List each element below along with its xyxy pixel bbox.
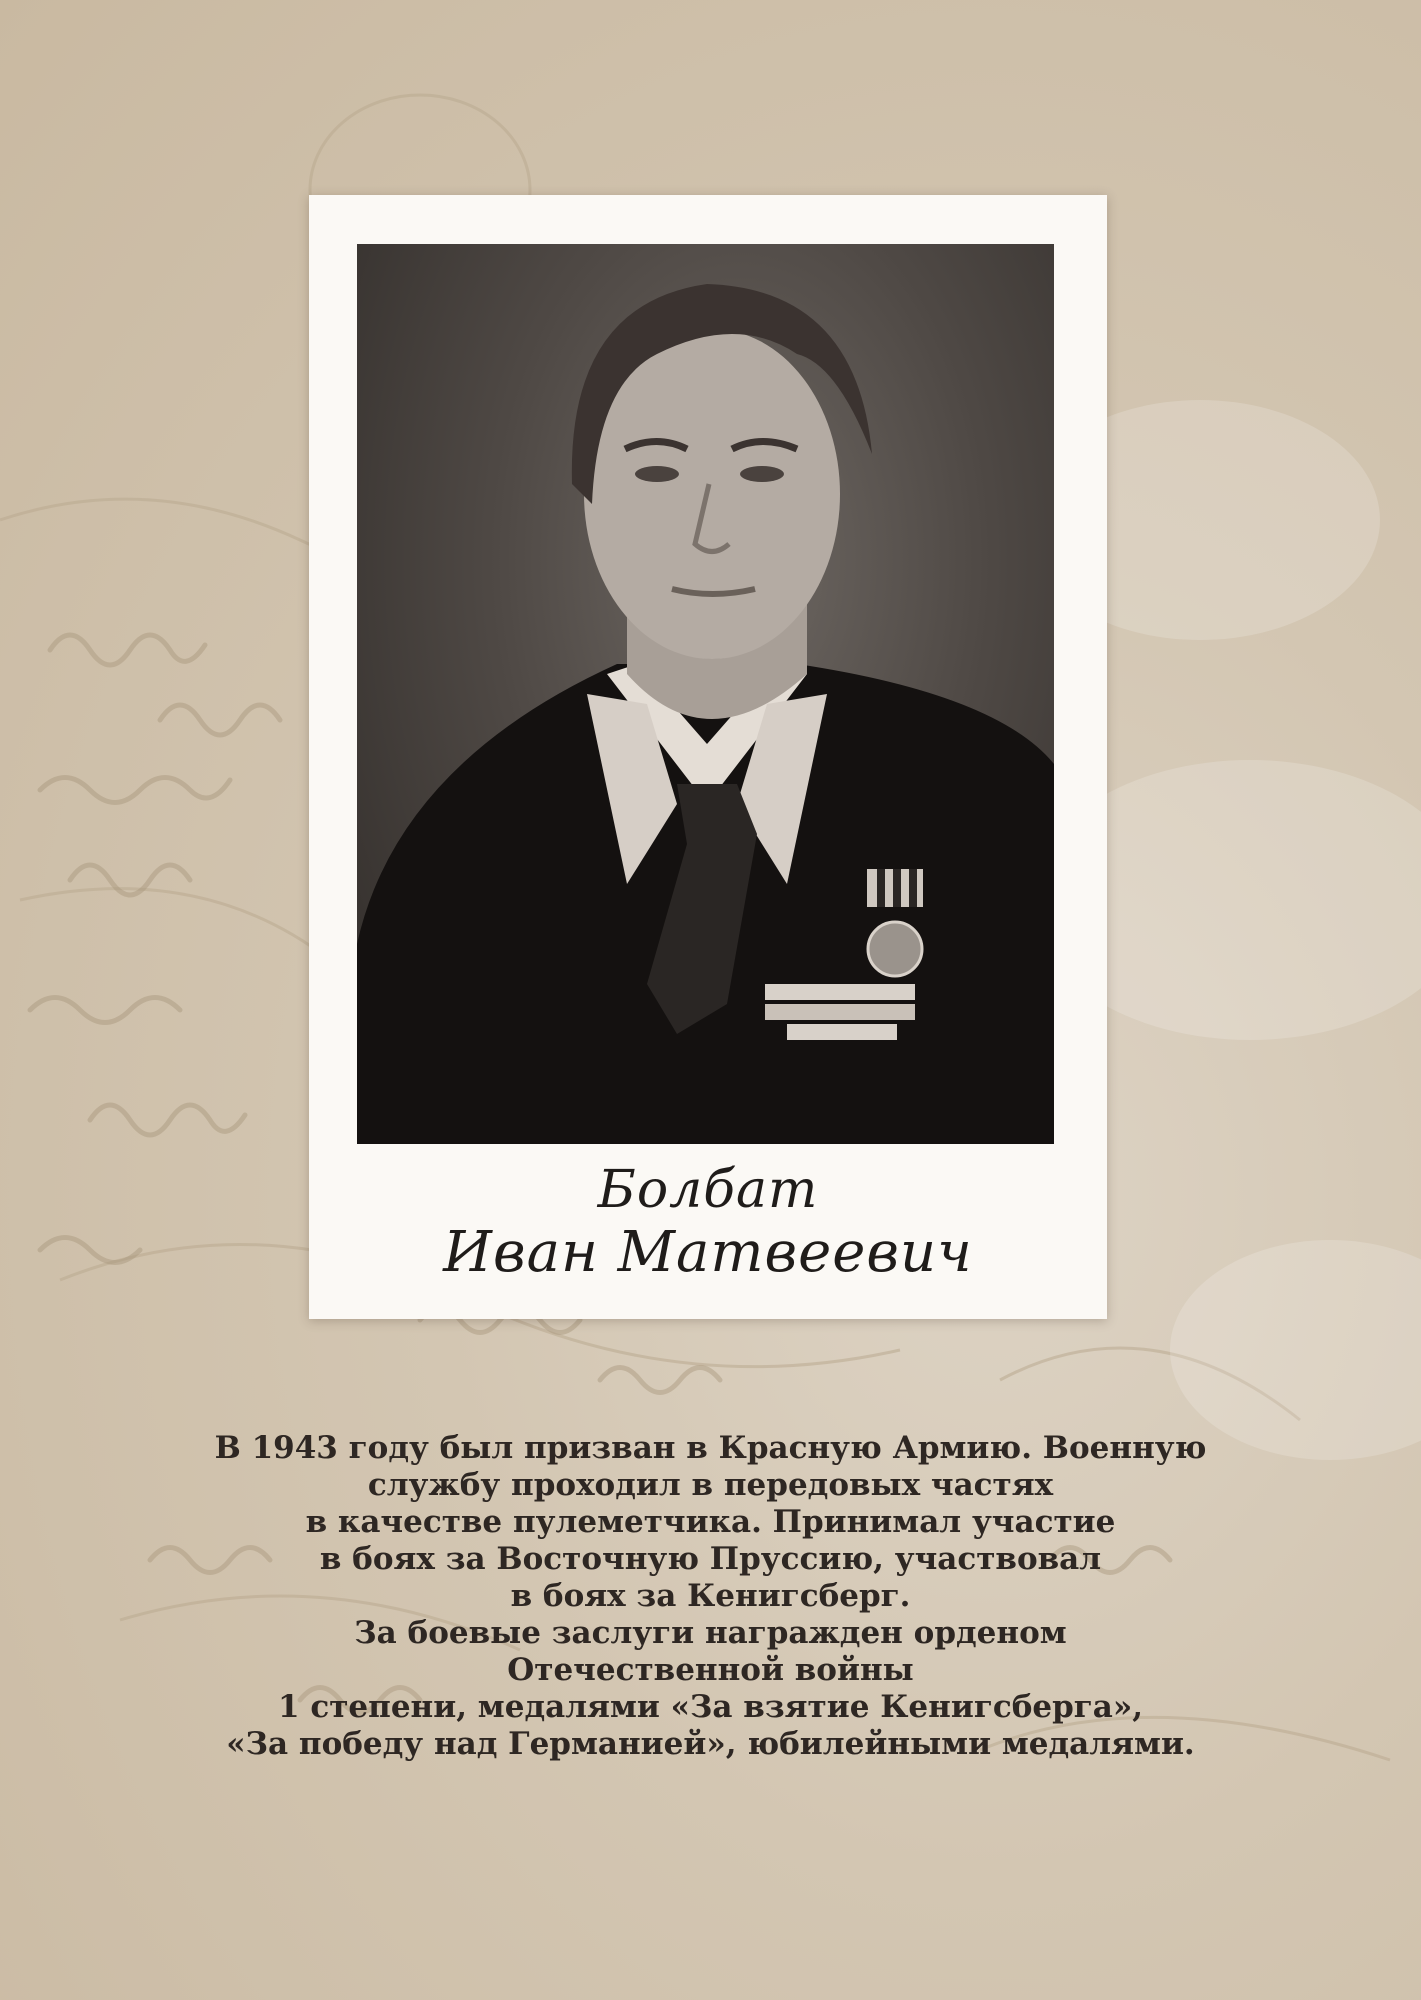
biography-line: Отечественной войны [507, 1652, 914, 1688]
portrait-illustration [357, 244, 1054, 1144]
biography-line: в боях за Кенигсберг. [510, 1578, 911, 1614]
biography-line: В 1943 году был призван в Красную Армию. Военную [214, 1430, 1207, 1466]
photo-frame [309, 195, 1107, 1319]
biography-line: 1 степени, медалями «За взятие Кенигсберга», [277, 1689, 1144, 1725]
portrait-caption-name: Иван Матвеевич [443, 1220, 973, 1285]
biography-line: в боях за Восточную Пруссию, участвовал [319, 1541, 1102, 1577]
portrait-photo [357, 244, 1054, 1144]
biography-text [60, 1430, 1361, 1763]
biography-line: службу проходил в передовых частях [367, 1467, 1054, 1503]
biography-line: «За победу над Германией», юбилейными медалями. [226, 1726, 1195, 1762]
biography-line: За боевые заслуги награжден орденом [354, 1615, 1067, 1651]
portrait-caption-surname: Болбат [597, 1160, 819, 1220]
biography-line: в качестве пулеметчика. Принимал участие [305, 1504, 1116, 1540]
